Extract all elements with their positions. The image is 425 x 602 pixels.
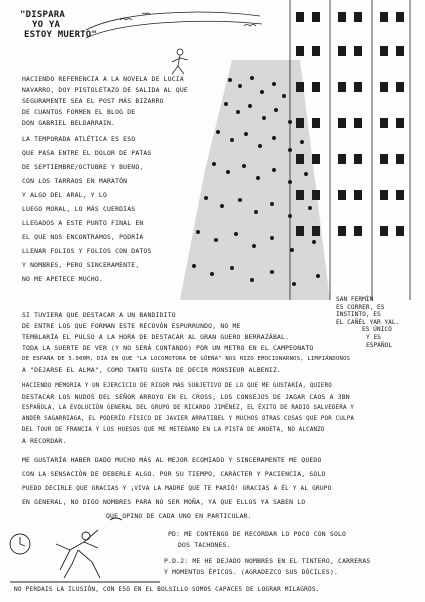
text-line: NO ME APETECE MUCHO. [22, 275, 103, 283]
text-line: DE SEPTIEMBRE/OCTUBRE Y BUENO, [22, 163, 144, 171]
text-line: DE ESPAÑA DE 5.000M, DÍA EN QUE "LA LOCOMOTORA DE GÜEÑA" NOS HIZO EMOCIONARNOS, LIMPIÁNDONOS [22, 356, 351, 362]
text-line: Y NOMBRES, PERO SINCERAMENTE, [22, 261, 140, 269]
title-line: ESTOY MUERTO" [24, 30, 98, 40]
text-line: NO PERDAIS LA ILUSIÓN, CON ESO EN EL BOLSILLO SOMOS CAPACES DE LOGRAR MILAGROS. [14, 586, 320, 593]
side-line: ES ÚNICO [362, 326, 392, 334]
text-line: DEL TOUR DE FRANCIA Y LOS HUESOS QUE ME METEDANO EN LA PISTA DE ANOETA, NO ALCANZO [22, 427, 325, 433]
text-line: LUEGO MORAL, LO MÁS CUERDIAS [22, 205, 136, 213]
text-line: SI TUVIERA QUE DESTACAR A UN BANDIDITO [22, 311, 176, 319]
text-line: LA TEMPORADA ATLÉTICA ES ESO [22, 135, 136, 143]
side-line: INSTINTO, ES [336, 311, 381, 319]
text-line: ESPAÑOLA, LA EVOLUCIÓN GENERAL DEL GRUPO DE RICARDO JIMÉNEZ, EL ÉXITO DE RADIO SALVEDERA Y [22, 405, 355, 411]
text-line: EN GENERAL, NO DIGO NOMBRES PARA NO SER MOÑA, YA QUE ELLOS YA SABEN LO [22, 498, 306, 506]
side-line: Y ES [366, 333, 381, 341]
side-line: EL CAÑÉL YAR YAL. [336, 318, 400, 326]
text-line: HACIENDO MEMORIA Y UN EJERCICIO DE RIGOR MÁS SUBJETIVO DE LO QUE ME GUSTARÍA, QUIERO [22, 383, 332, 389]
title-line: YO YA [32, 20, 61, 30]
text-line: DON GABRIEL BELDARRAIN. [22, 119, 116, 127]
text-line: CON LA SENSACIÓN DE DEBERLE ALGO. POR SU TIEMPO, CARÁCTER Y PACIENCIA, SOLO [22, 470, 326, 478]
text-line: QUE OPINO DE CADA UNO EN PARTICULAR. [106, 512, 252, 520]
text-line: Y MOMENTOS ÉPICOS. (AGRADEZCO SUS DÓCILES). [164, 568, 339, 576]
runner-sketch [0, 500, 170, 590]
side-line: ES CORRER, ES [336, 303, 385, 311]
side-line: ESPAÑOL [366, 341, 393, 349]
text-line: Y ALGO DEL ARAL, Y LO [22, 191, 107, 199]
text-line: PD: ME CONTENGO DE RECORDAR LO POCO CON SOLO [168, 530, 347, 538]
text-line: LLEGADOS A ESTE PUNTO FINAL EN [22, 219, 144, 227]
title-line: "DISPARA [20, 10, 65, 20]
text-line: HACIENDO REFERENCIA A LA NOVELA DE LUCIA [22, 75, 184, 83]
text-line: A RECORDAR. [22, 437, 67, 445]
text-line: DOS TACHONES. [178, 541, 231, 549]
text-line: DE ENTRE LOS QUE FORMAN ESTE RECOVÓN ESPURRUNDO, NO ME [22, 322, 241, 330]
text-line: PUEDO DECIRLE QUE GRACIAS Y ¡VIVA LA MADRE QUE TE PARIÓ! GRACIAS A ÉL Y AL GRUPO [22, 485, 332, 492]
text-line: ANDER SAGARRIAGA, EL PODERÍO FÍSICO DE JAVIER ARRATIBEL Y MUCHOS OTRAS COSAS QUE POR CULPA [22, 416, 355, 422]
text-line: LLENAR FOLIOS Y FOLIOS CON DATOS [22, 247, 152, 255]
text-line: EL QUE NOS ENCONTRAMOS, PODRÍA [22, 233, 144, 241]
text-line: QUE PASA ENTRE EL DOLOR DE PATAS [22, 149, 152, 157]
text-line: DESTACAR LOS NUDOS DEL SEÑOR ARROYO EN EL CROSS, LOS CONSEJOS DE JAGAR CAOS A 3BN [22, 393, 350, 401]
text-line: P.D.2: ME HE DEJADO NOMBRES EN EL TINTERO, CARRERAS [164, 557, 371, 565]
text-line: DE CUANTOS FORMEN EL BLOG DE [22, 108, 136, 116]
text-line: A "DEJARSE EL ALMA", COMO TANTO GUSTA DE DECIR MONSIEUR ALBENIZ. [22, 366, 282, 374]
text-line: NAVARRO, DOY PISTOLETAZO DE SALIDA AL QUE [22, 86, 188, 94]
side-note [336, 296, 399, 349]
text-line: TEMBLARÍA EL PULSO A LA HORA DE DESTACAR AL GRAN GUERO BERRAZÁBAL. [22, 333, 290, 341]
text-line: CON LOS TARRAOS EN MARATÓN [22, 177, 128, 185]
text-line: TODA LA SUERTE DE VER (Y NO SERÁ CONTANDO) POR UN METRO EN EL CAMPEONATO [22, 344, 314, 352]
text-line: ME GUSTARÍA HABER DADO MUCHO MÁS AL MEJOR ECOMIADO Y SINCERAMENTE ME QUEDO [22, 456, 322, 464]
side-line: SAN FERMÍN [336, 296, 374, 303]
text-line: SEGURAMENTE SEA EL POST MÁS BIZARRO [22, 97, 164, 105]
